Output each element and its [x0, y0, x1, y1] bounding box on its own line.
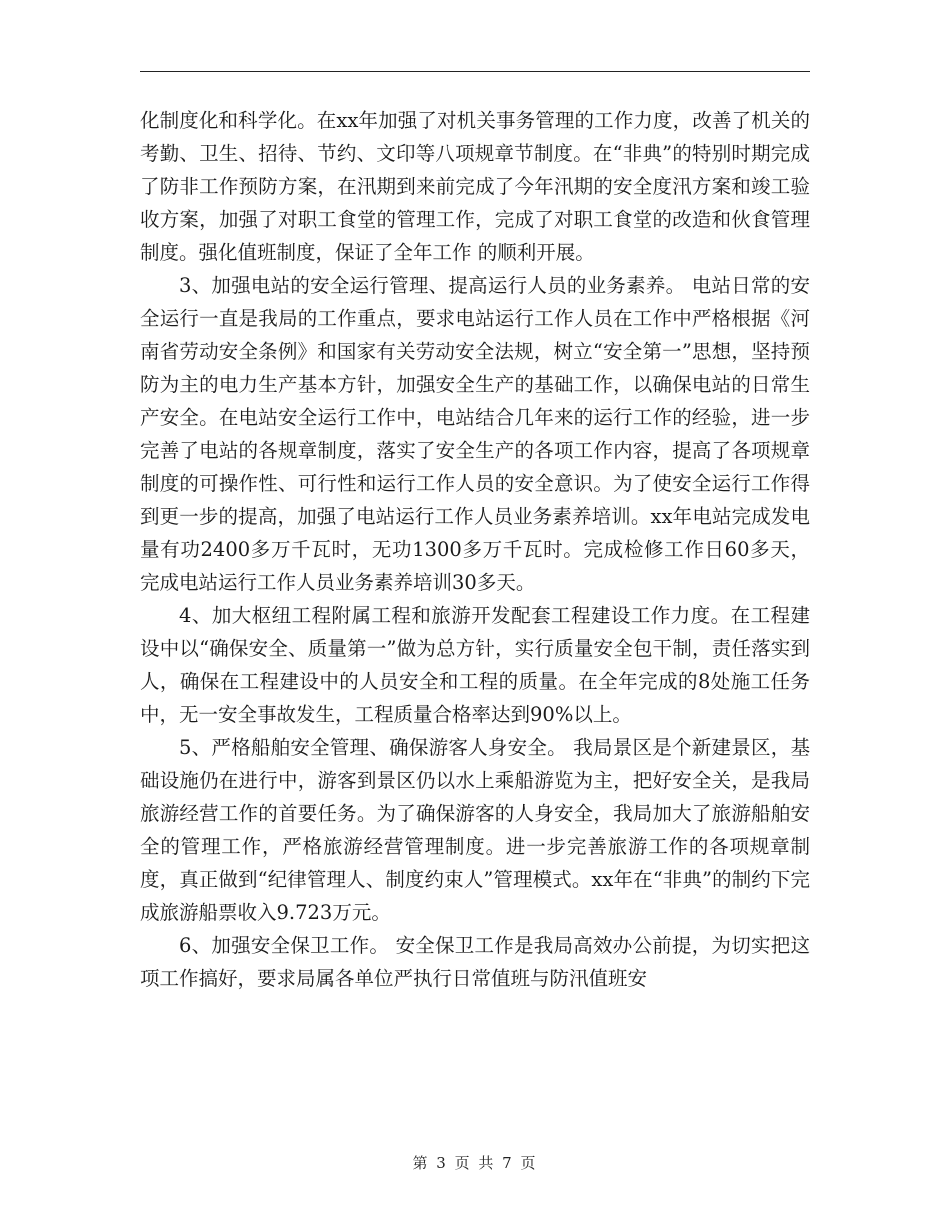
paragraph-item-5: 5、严格船舶安全管理、确保游客人身安全。 我局景区是个新建景区，基础设施仍在进行中，游客到景区仍以水上乘船游览为主，把好安全关，是我局旅游经营工作的首要任务。为了确保游客的人身安全，我局加大了旅游船舶安全的管理工作，严格旅游经营管理制度。进一步完善旅游工作的各项规章制度，真正做到“纪律管理人、制度约束人”管理模式。xx年在“非典”的制约下完成旅游船票收入9.723万元。 — [140, 736, 810, 924]
header-rule — [140, 71, 810, 72]
paragraph-item-3: 3、加强电站的安全运行管理、提高运行人员的业务素养。 电站日常的安全运行一直是我局的工作重点，要求电站运行工作人员在工作中严格根据《河南省劳动安全条例》和国家有关劳动安全法规，树立“安全第一”思想，坚持预防为主的电力生产基本方针，加强安全生产的基础工作，以确保电站的日常生产安全。在电站安全运行工作中，电站结合几年来的运行工作的经验，进一步完善了电站的各规章制度，落实了安全生产的各项工作内容，提高了各项规章制度的可操作性、可行性和运行工作人员的安全意识。为了使安全运行工作得到更一步的提高，加强了电站运行工作人员业务素养培训。xx年电站完成发电量有功2400多万千瓦时，无功1300多万千瓦时。完成检修工作日60多天，完成电站运行工作人员业务素养培训30多天。 — [140, 274, 810, 594]
paragraph-item-6: 6、加强安全保卫工作。 安全保卫工作是我局高效办公前提，为切实把这项工作搞好，要求局属各单位严执行日常值班与防汛值班安 — [140, 934, 810, 990]
paragraph-item-4: 4、加大枢纽工程附属工程和旅游开发配套工程建设工作力度。在工程建设中以“确保安全、质量第一”做为总方针，实行质量安全包干制，责任落实到人，确保在工程建设中的人员安全和工程的质量。在全年完成的8处施工任务中，无一安全事故发生，工程质量合格率达到90%以上。 — [140, 604, 810, 726]
paragraph-continuation: 化制度化和科学化。在xx年加强了对机关事务管理的工作力度，改善了机关的考勤、卫生、招待、节约、文印等八项规章节制度。在“非典”的特别时期完成了防非工作预防方案，在汛期到来前完成了今年汛期的安全度汛方案和竣工验收方案，加强了对职工食堂的管理工作，完成了对职工食堂的改造和伙食管理制度。强化值班制度，保证了全年工作 的顺利开展。 — [140, 109, 810, 264]
document-body — [140, 104, 810, 995]
page-number-footer: 第 3 页 共 7 页 — [412, 1154, 538, 1172]
